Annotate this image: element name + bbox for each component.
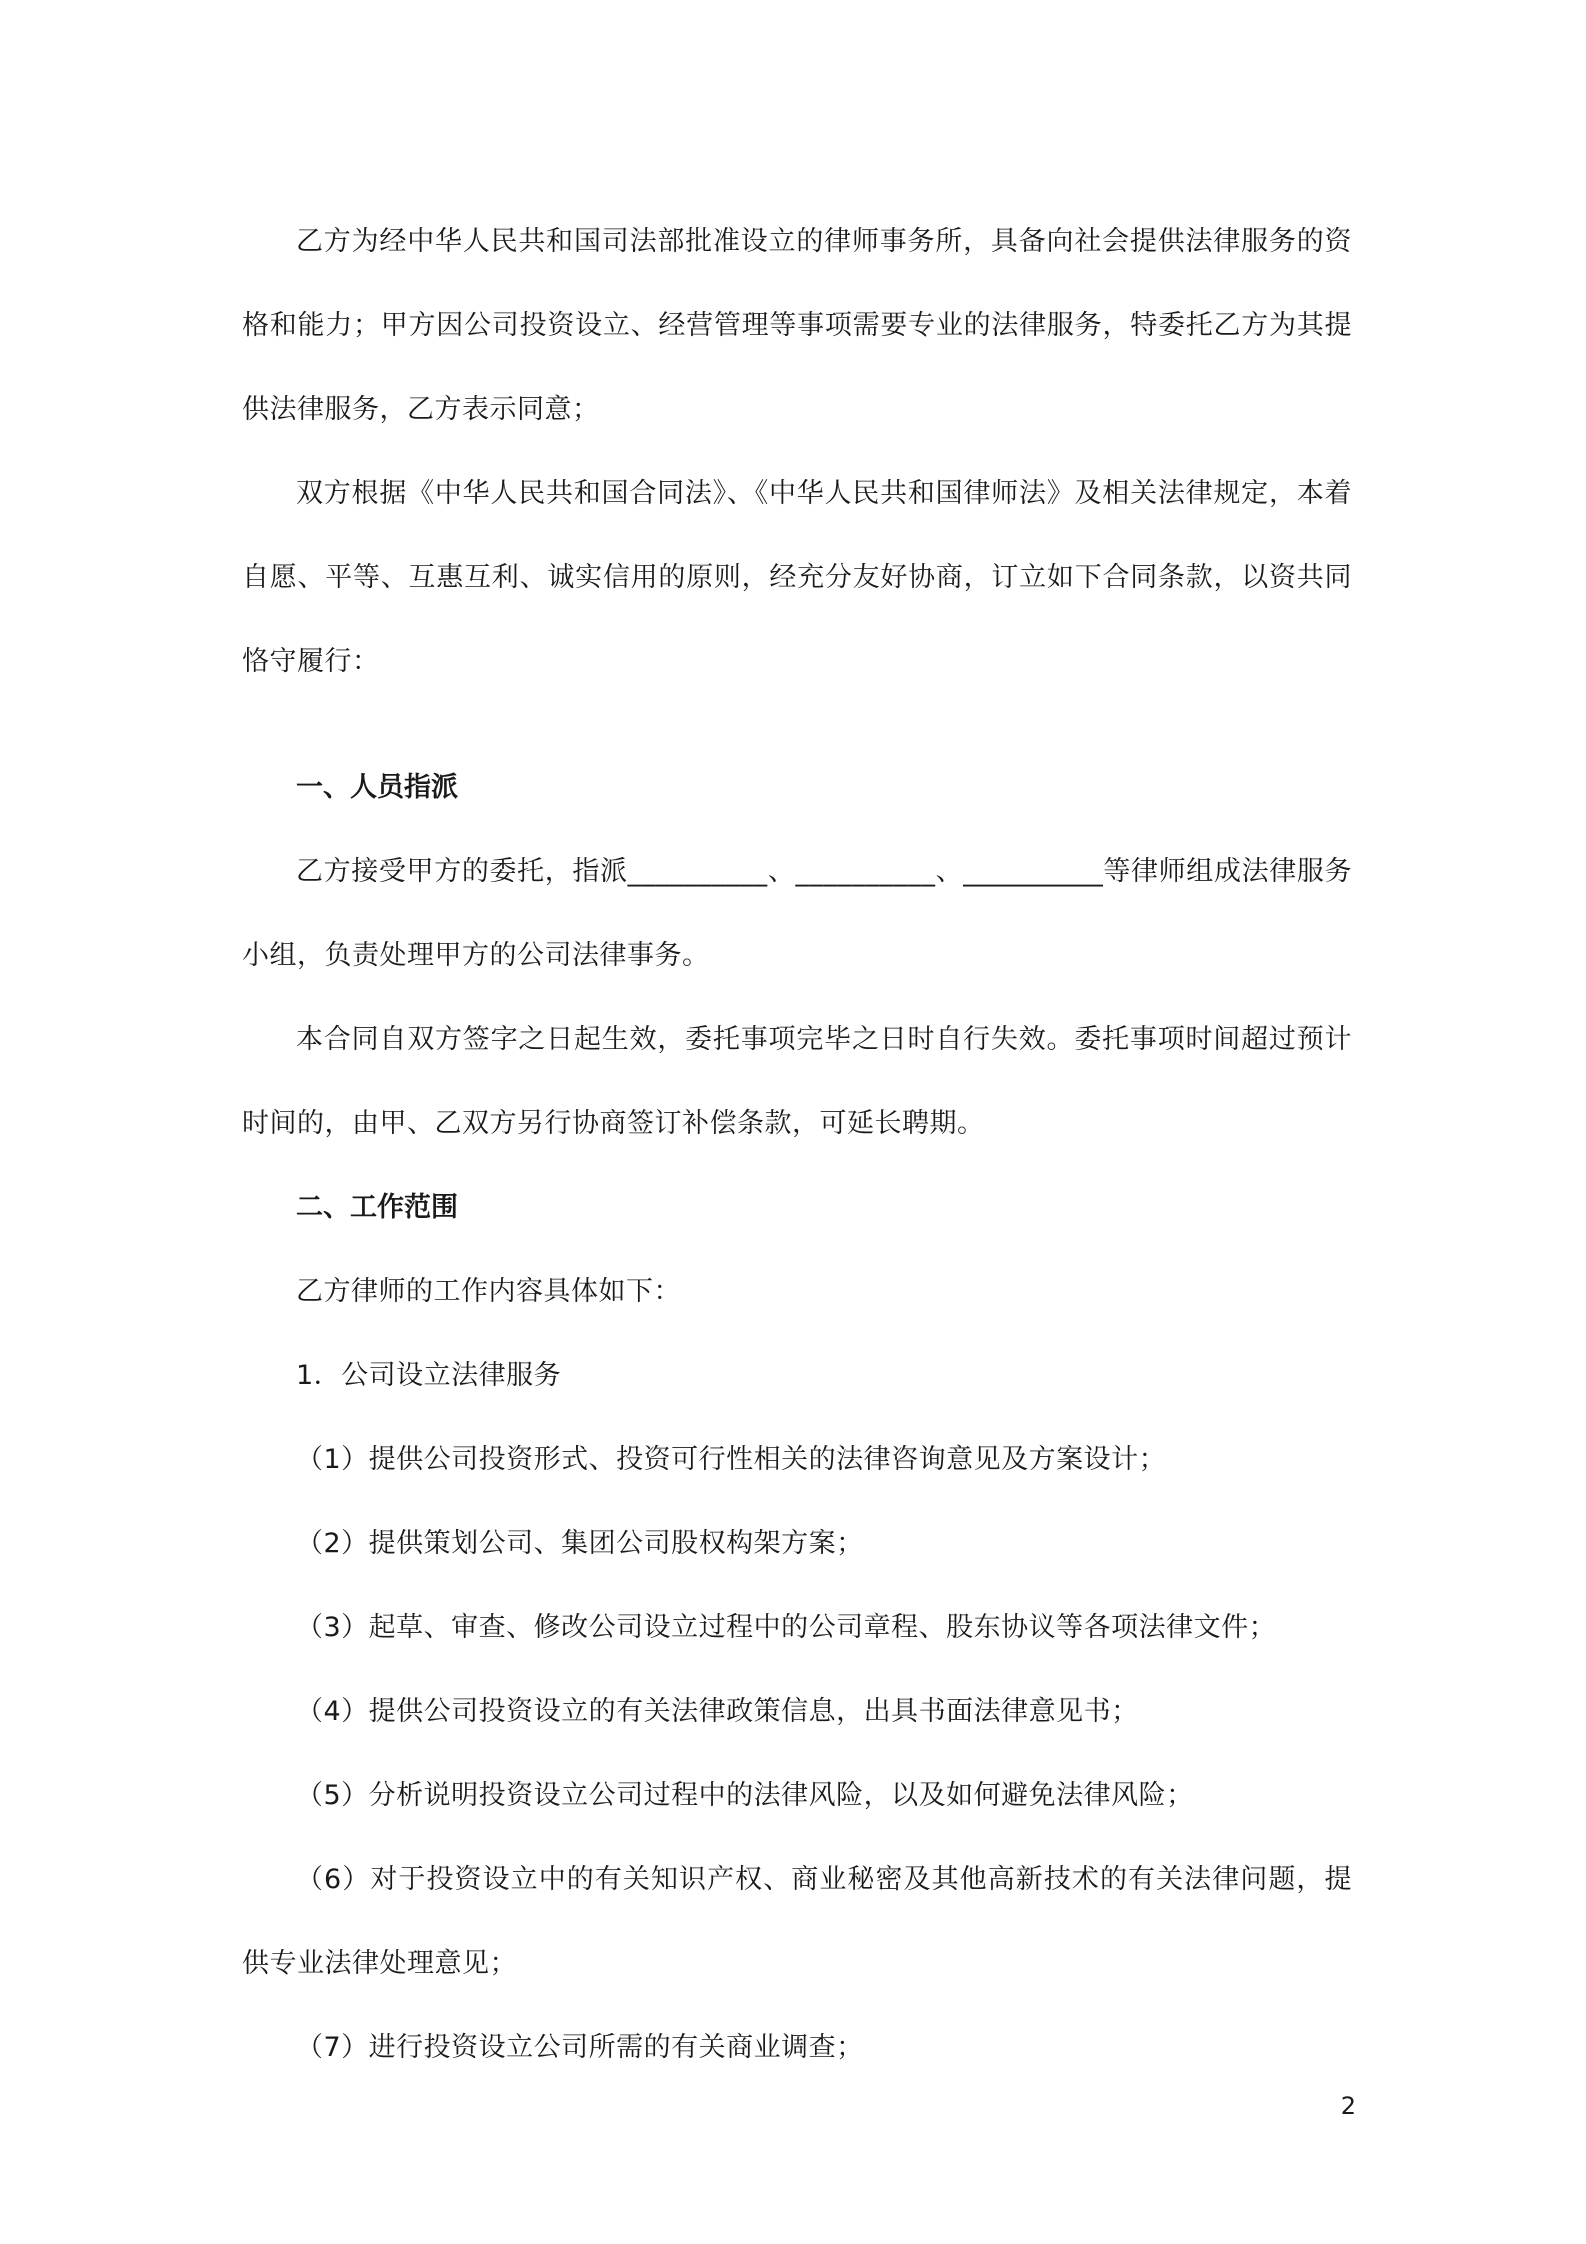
paragraph-effective-term: 本合同自双方签字之日起生效，委托事项完毕之日时自行失效。委托事项时间超过预计时间的，由甲、乙双方另行协商签订补偿条款，可延长聘期。 xyxy=(242,1024,1352,1139)
paragraph-scope-intro: 乙方律师的工作内容具体如下： xyxy=(296,1276,681,1307)
subsection-company-setup: 1．公司设立法律服务 xyxy=(296,1360,562,1391)
section-heading-personnel: 一、人员指派 xyxy=(296,772,458,803)
paragraph-assignment: 乙方接受甲方的委托，指派__________、__________、__________等律师组成法律服务小组，负责处理甲方的公司法律事务。 xyxy=(242,856,1352,971)
list-item: （1）提供公司投资形式、投资可行性相关的法律咨询意见及方案设计； xyxy=(296,1444,1167,1475)
list-item: （3）起草、审查、修改公司设立过程中的公司章程、股东协议等各项法律文件； xyxy=(296,1612,1277,1643)
list-item: （6）对于投资设立中的有关知识产权、商业秘密及其他高新技术的有关法律问题，提供专业法律处理意见； xyxy=(242,1864,1352,1979)
section-heading-scope: 二、工作范围 xyxy=(296,1192,458,1223)
list-item: （5）分析说明投资设立公司过程中的法律风险，以及如何避免法律风险； xyxy=(296,1780,1194,1811)
section-gap xyxy=(242,704,1352,746)
paragraph-legal-basis: 双方根据《中华人民共和国合同法》、《中华人民共和国律师法》及相关法律规定，本着自愿、平等、互惠互利、诚实信用的原则，经充分友好协商，订立如下合同条款，以资共同恪守履行： xyxy=(242,478,1352,677)
paragraph-qualification: 乙方为经中华人民共和国司法部批准设立的律师事务所，具备向社会提供法律服务的资格和能力；甲方因公司投资设立、经营管理等事项需要专业的法律服务，特委托乙方为其提供法律服务，乙方表示同意； xyxy=(242,226,1352,425)
list-item: （2）提供策划公司、集团公司股权构架方案； xyxy=(296,1528,864,1559)
list-item: （7）进行投资设立公司所需的有关商业调查； xyxy=(296,2032,864,2063)
page-number: 2 xyxy=(1340,2092,1356,2120)
document-body xyxy=(242,200,1352,2090)
list-item: （4）提供公司投资设立的有关法律政策信息，出具书面法律意见书； xyxy=(296,1696,1139,1727)
